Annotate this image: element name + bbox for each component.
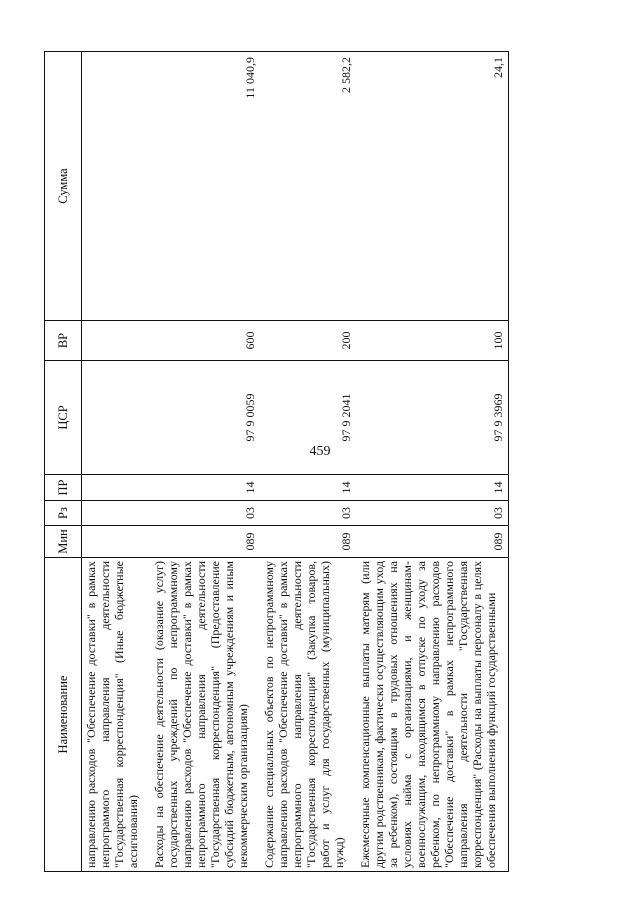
header-vr: ВР	[45, 321, 82, 361]
header-sum: Сумма	[45, 52, 82, 321]
budget-table	[44, 51, 509, 872]
row-min	[82, 526, 151, 558]
table-row	[260, 52, 356, 872]
rotated-table-container	[44, 52, 556, 872]
row-min: 089	[150, 526, 260, 558]
row-vr: 100	[356, 321, 509, 361]
row-rz: 03	[356, 501, 509, 526]
header-min: Мин	[45, 526, 82, 558]
table-row	[82, 52, 151, 872]
row-csr: 97 9 0059	[150, 361, 260, 475]
row-csr: 97 9 3969	[356, 361, 509, 475]
row-min: 089	[356, 526, 509, 558]
page-number: 459	[309, 444, 331, 459]
table-row	[150, 52, 260, 872]
table-row	[356, 52, 509, 872]
row-rz: 03	[150, 501, 260, 526]
row-vr: 600	[150, 321, 260, 361]
row-vr: 200	[260, 321, 356, 361]
header-csr: ЦСР	[45, 361, 82, 475]
row-vr	[82, 321, 151, 361]
row-csr: 97 9 2041	[260, 361, 356, 475]
row-pr: 14	[150, 475, 260, 501]
row-pr	[82, 475, 151, 501]
row-name: Содержание специальных объектов по непрограммному направлению расходов "Обеспечение доставки" в рамках непрограммного направления деятельности "Государственная корреспонденция" (Закупка товаров, работ и услуг для государственных (муниципальных) нужд)	[260, 558, 356, 872]
row-sum: 24,1	[356, 52, 509, 321]
row-name: Ежемесячные компенсационные выплаты матерям (или другим родственникам, фактически осуществляющим уход за ребенком), состоящим в трудовых отношениях на условиях найма с организациями, и женщинам-военнослужащим, находящимся в отпуске по уходу за ребенком, по непрограммному направлению расходов "Обеспечение доставки" в рамках непрограммного направления деятельности "Государственная корреспонденция" (Расходы на выплаты персоналу в целях обеспечения выполнения функций государственными	[356, 558, 509, 872]
header-pr: ПР	[45, 475, 82, 501]
row-sum	[82, 52, 151, 321]
row-name: направлению расходов "Обеспечение доставки" в рамках непрограммого направления деятельности "Государственная корреспонденция" (Иные бюджетные ассигнования)	[82, 558, 151, 872]
header-name: Наименование	[45, 558, 82, 872]
row-csr	[82, 361, 151, 475]
header-rz: Рз	[45, 501, 82, 526]
row-name: Расходы на обеспечение деятельности (оказание услуг) государственных учреждений по непрограммному направлению расходов "Обеспечение доставки" в рамках непрограммного направления деятельности "Государственная корреспонденция" (Предоставление субсидий бюджетным, автономным учреждениям и иным некоммерческим организациям)	[150, 558, 260, 872]
row-rz: 03	[260, 501, 356, 526]
row-sum: 2 582,2	[260, 52, 356, 321]
row-min: 089	[260, 526, 356, 558]
row-pr: 14	[260, 475, 356, 501]
row-pr: 14	[356, 475, 509, 501]
row-rz	[82, 501, 151, 526]
row-sum: 11 040,9	[150, 52, 260, 321]
table-header-row	[45, 52, 82, 872]
